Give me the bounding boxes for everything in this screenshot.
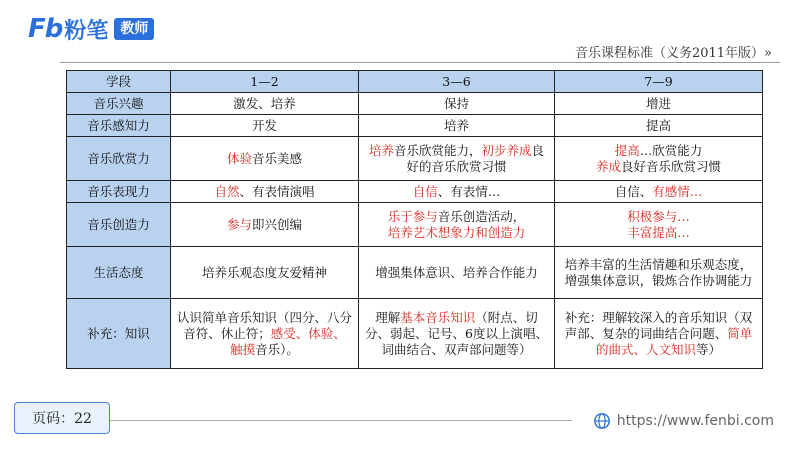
row-label: 音乐感知力 xyxy=(67,115,171,137)
logo-badge: 教师 xyxy=(114,18,154,40)
cell-text: 、有表情演唱 xyxy=(239,183,315,199)
cell-text: 良好的音乐欣赏习惯 xyxy=(406,142,545,174)
curriculum-table xyxy=(66,70,763,369)
cell-text: 音乐美感 xyxy=(252,150,303,166)
header-cell-grade-1-2: 1—2 xyxy=(171,71,359,93)
cell-text: 即兴创编 xyxy=(252,216,303,232)
table-cell xyxy=(555,137,763,181)
table-row xyxy=(67,181,763,203)
row-label: 音乐兴趣 xyxy=(67,93,171,115)
highlighted-text: 乐于参与 xyxy=(387,208,438,224)
page-number: 页码：22 xyxy=(32,411,92,427)
cell-text: 、有表情… xyxy=(437,183,501,199)
footer-divider xyxy=(110,420,572,421)
table-row xyxy=(67,115,763,137)
table-cell xyxy=(171,181,359,203)
cell-text: 增强集体意识、培养合作能力 xyxy=(375,264,538,280)
fenbi-logo xyxy=(28,14,154,44)
row-label: 音乐创造力 xyxy=(67,203,171,247)
highlighted-text: 自然 xyxy=(214,183,240,199)
row-label: 音乐表现力 xyxy=(67,181,171,203)
table-cell xyxy=(359,137,555,181)
cell-text: 音乐创造活动， xyxy=(437,208,526,224)
globe-icon xyxy=(593,412,611,430)
highlighted-text: 培养艺术想象力和创造力 xyxy=(387,224,526,240)
row-label: 补充：知识 xyxy=(67,299,171,369)
cell-text: 培养丰富的生活情趣和乐观态度，增强集体意识，锻炼合作协调能力 xyxy=(564,256,753,288)
highlighted-text: 参与 xyxy=(226,216,252,232)
table-row xyxy=(67,299,763,369)
header-cell-grade-7-9: 7—9 xyxy=(555,71,763,93)
cell-text: 良好音乐欣赏习惯 xyxy=(621,158,722,174)
table-cell: 提高 xyxy=(555,115,763,137)
table-cell xyxy=(555,299,763,369)
table-cell xyxy=(171,137,359,181)
cell-text: 培养乐观态度友爱精神 xyxy=(201,264,327,280)
header-cell-stage: 学段 xyxy=(67,71,171,93)
table-cell xyxy=(555,247,763,299)
site-url: https://www.fenbi.com xyxy=(616,413,774,429)
highlighted-text: 简单的曲式、人文知识 xyxy=(595,325,753,357)
table-cell xyxy=(359,181,555,203)
table-cell: 增进 xyxy=(555,93,763,115)
table-cell xyxy=(359,299,555,369)
cell-text: 音乐欣赏能力， xyxy=(393,142,482,158)
table-row xyxy=(67,247,763,299)
row-label: 生活态度 xyxy=(67,247,171,299)
highlighted-text: 体验 xyxy=(226,150,252,166)
cell-text: 认识简单音乐知识（四分、八分音符、休止符； xyxy=(177,309,353,341)
highlighted-text: 初步养成 xyxy=(481,142,532,158)
page-number-box xyxy=(14,402,110,434)
table-cell xyxy=(359,203,555,247)
table-cell xyxy=(359,247,555,299)
table-header-row xyxy=(67,71,763,93)
row-label: 音乐欣赏力 xyxy=(67,137,171,181)
highlighted-text: 自信 xyxy=(412,183,438,199)
table-cell: 开发 xyxy=(171,115,359,137)
cell-text: 补充：理解较深入的音乐知识（双声部、复杂的词曲结合问题、 xyxy=(564,309,753,341)
cell-text: 音乐）。 xyxy=(255,341,299,357)
highlighted-text: 有感情… xyxy=(652,183,703,199)
cell-text: …欣赏能力 xyxy=(639,142,703,158)
highlighted-text: 培养 xyxy=(368,142,394,158)
table-cell xyxy=(555,203,763,247)
table-row xyxy=(67,137,763,181)
highlighted-text: 基本音乐知识 xyxy=(400,309,476,325)
table-row xyxy=(67,93,763,115)
table-cell: 保持 xyxy=(359,93,555,115)
site-link[interactable] xyxy=(593,410,774,432)
logo-mark: Fb xyxy=(28,14,63,44)
table-row xyxy=(67,203,763,247)
cell-text: 自信、 xyxy=(614,183,653,199)
highlighted-text: 养成 xyxy=(595,158,621,174)
cell-text: 理解 xyxy=(375,309,401,325)
table-cell xyxy=(171,247,359,299)
highlighted-text: 感受、体验、触摸 xyxy=(230,325,346,357)
cell-text: 等） xyxy=(696,341,722,357)
cell-text: （附点、切分、弱起、记号、6度以上演唱、词曲结合、双声部问题等） xyxy=(365,309,548,357)
table-cell xyxy=(171,203,359,247)
table-cell: 培养 xyxy=(359,115,555,137)
table-cell xyxy=(171,299,359,369)
table-cell xyxy=(555,181,763,203)
table-cell: 激发、培养 xyxy=(171,93,359,115)
document-title: 音乐课程标准（义务2011年版）» xyxy=(574,46,772,61)
header-divider xyxy=(60,62,780,63)
highlighted-text: 提高 xyxy=(614,142,640,158)
header-cell-grade-3-6: 3—6 xyxy=(359,71,555,93)
logo-text: 粉笔 xyxy=(64,18,109,44)
highlighted-text: 积极参与… xyxy=(627,208,690,224)
highlighted-text: 丰富提高… xyxy=(627,224,690,240)
